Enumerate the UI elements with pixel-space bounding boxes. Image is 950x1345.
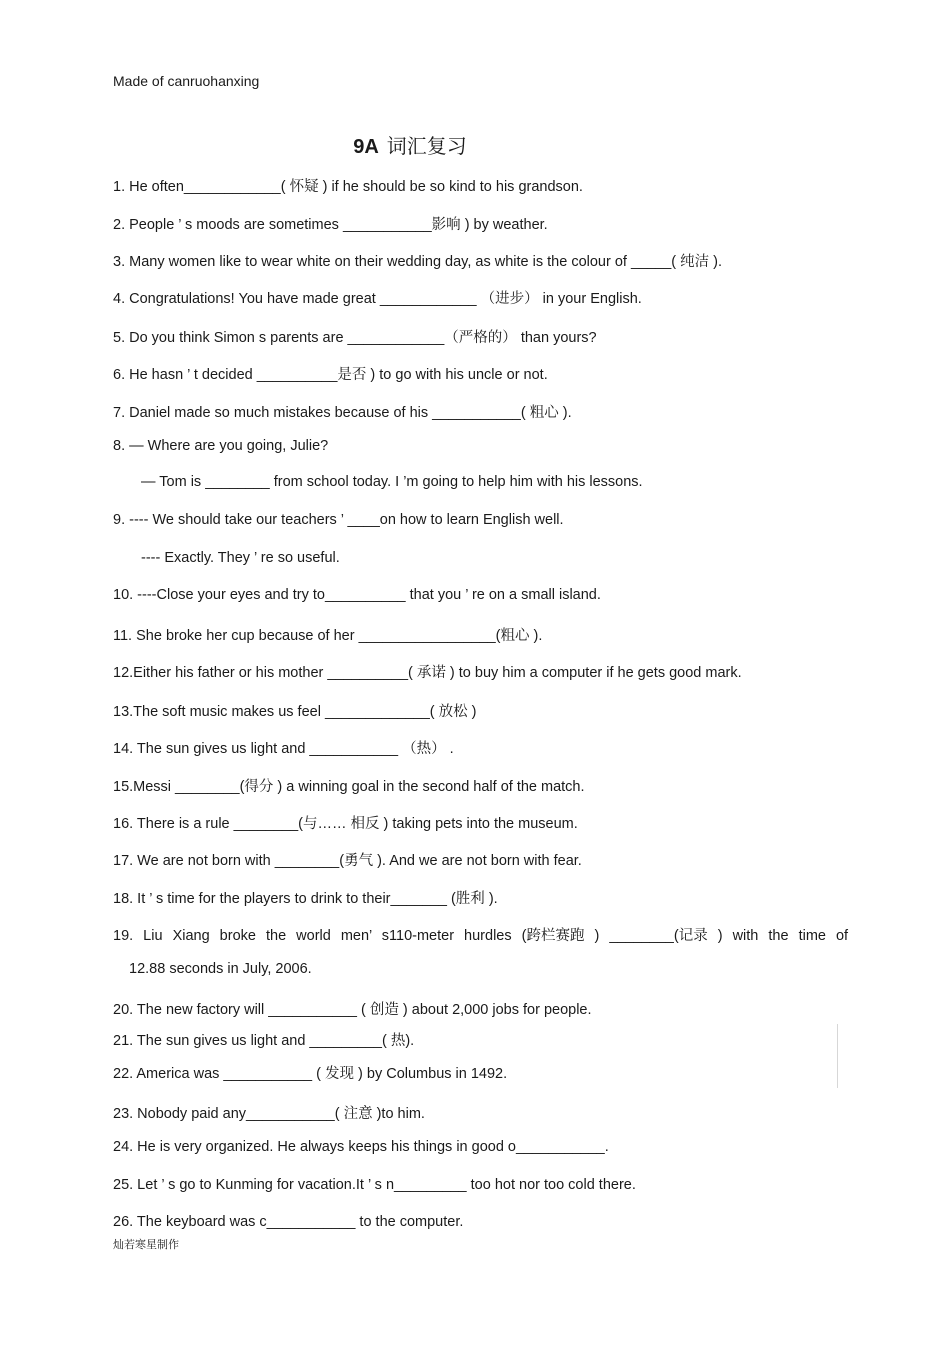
page-footer: 灿若寒星制作 <box>113 1238 179 1251</box>
question-21: 21. The sun gives us light and _________( 热). <box>113 1033 415 1049</box>
question-6: 6. He hasn ’ t decided __________是否 ) to go with his uncle or not. <box>113 367 548 383</box>
question-18: 18. It ’ s time for the players to drink to their_______ (胜利 ). <box>113 891 498 907</box>
question-5: 5. Do you think Simon s parents are ____________（严格的） than yours? <box>113 330 597 346</box>
title-text: 词汇复习 <box>386 136 467 158</box>
question-23: 23. Nobody paid any___________( 注意 )to him. <box>113 1106 425 1122</box>
question-19: 19. Liu Xiang broke the world men’ s110-meter hurdles (跨栏赛跑 ) ________(记录 ) with the time of <box>113 928 849 944</box>
question-11: 11. She broke her cup because of her _________________(粗心 ). <box>113 628 543 644</box>
question-16: 16. There is a rule ________(与…… 相反 ) taking pets into the museum. <box>113 816 578 832</box>
question-15: 15.Messi ________(得分 ) a winning goal in the second half of the match. <box>113 779 585 795</box>
question-2: 2. People ’ s moods are sometimes ___________影响 ) by weather. <box>113 217 548 233</box>
question-22: 22. America was ___________ ( 发现 ) by Columbus in 1492. <box>113 1066 508 1082</box>
question-8-reply: — Tom is ________ from school today. I ’m going to help him with his lessons. <box>141 474 643 490</box>
question-9: 9. ---- We should take our teachers ’ ____on how to learn English well. <box>113 512 564 528</box>
page-header: Made of canruohanxing <box>113 73 260 89</box>
question-1: 1. He often____________( 怀疑 ) if he should be so kind to his grandson. <box>113 179 583 195</box>
question-9-reply: ---- Exactly. They ’ re so useful. <box>141 550 340 566</box>
margin-rule <box>837 1024 838 1088</box>
page-title <box>0 130 820 159</box>
question-3: 3. Many women like to wear white on their wedding day, as white is the colour of _____( 纯洁 ). <box>113 254 723 270</box>
question-19-continued: 12.88 seconds in July, 2006. <box>129 961 312 977</box>
question-7: 7. Daniel made so much mistakes because of his ___________( 粗心 ). <box>113 405 572 421</box>
question-26: 26. The keyboard was c___________ to the computer. <box>113 1214 464 1230</box>
question-4: 4. Congratulations! You have made great ____________ （进步） in your English. <box>113 291 642 307</box>
question-8: 8. — Where are you going, Julie? <box>113 438 329 454</box>
title-code: 9A <box>353 136 379 158</box>
question-13: 13.The soft music makes us feel _____________( 放松 ) <box>113 704 477 720</box>
question-12: 12.Either his father or his mother __________( 承诺 ) to buy him a computer if he gets good mark. <box>113 665 742 681</box>
question-20: 20. The new factory will ___________ ( 创造 ) about 2,000 jobs for people. <box>113 1002 592 1018</box>
question-25: 25. Let ’ s go to Kunming for vacation.It ’ s n_________ too hot nor too cold there. <box>113 1177 636 1193</box>
question-10: 10. ----Close your eyes and try to__________ that you ’ re on a small island. <box>113 587 601 603</box>
question-24: 24. He is very organized. He always keeps his things in good o___________. <box>113 1139 609 1155</box>
question-14: 14. The sun gives us light and ___________ （热） . <box>113 741 454 757</box>
question-17: 17. We are not born with ________(勇气 ). And we are not born with fear. <box>113 853 582 869</box>
